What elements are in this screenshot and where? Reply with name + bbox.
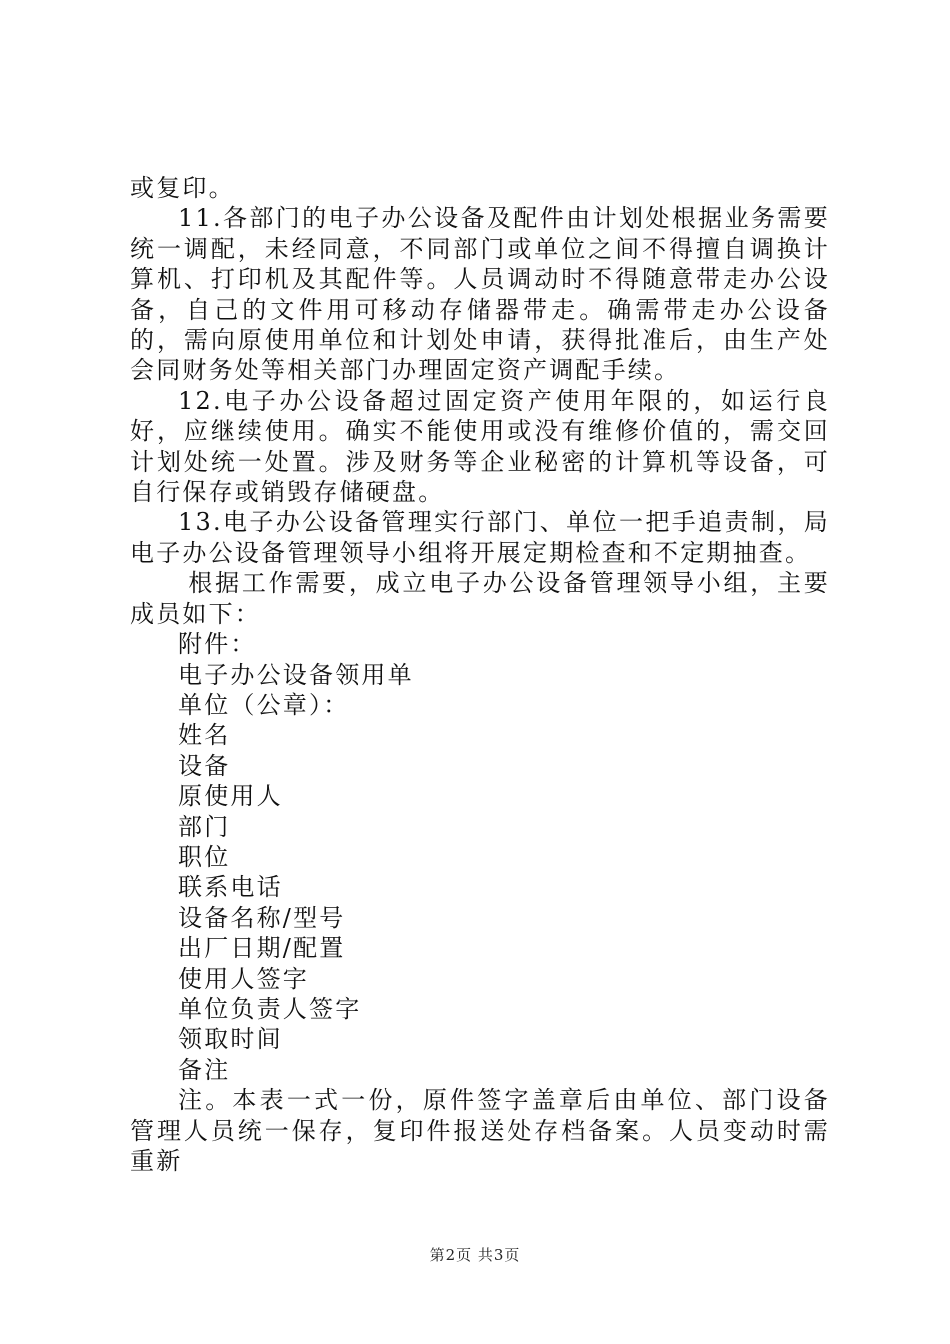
attachment-label: 附件： (178, 630, 257, 659)
form-field-model: 设备名称/型号 (178, 903, 346, 932)
form-field-previous-user: 原使用人 (178, 782, 283, 811)
form-field-remarks: 备注 (178, 1055, 231, 1084)
form-field-unit: 单位（公章）： (178, 690, 350, 719)
paragraph-item-13: 13.电子办公设备管理实行部门、单位一把手追责制，局电子办公设备管理领导小组将开展定期检查和不定期抽查。 (130, 508, 830, 567)
form-field-receive-time: 领取时间 (178, 1025, 283, 1054)
paragraph-continuation: 或复印。 (130, 174, 235, 202)
paragraph-item-11: 11.各部门的电子办公设备及配件由计划处根据业务需要统一调配，未经同意，不同部门或单位之间不得擅自调换计算机、打印机及其配件等。人员调动时不得随意带走办公设备，自己的文件用可移动存储器带走。确需带走办公设备的，需向原使用单位和计划处申请，获得批准后，由生产处会同财务处等相关部门办理固定资产调配手续。 (130, 204, 830, 385)
form-field-head-signature: 单位负责人签字 (178, 994, 362, 1023)
form-field-name: 姓名 (178, 721, 231, 750)
document-body (130, 173, 830, 1176)
page-number-footer: 第2页 共3页 (429, 1246, 521, 1264)
form-title: 电子办公设备领用单 (178, 660, 414, 689)
form-field-department: 部门 (178, 812, 231, 841)
form-field-manufacture-date: 出厂日期/配置 (178, 934, 346, 963)
form-field-user-signature: 使用人签字 (178, 964, 309, 993)
paragraph-note: 注。本表一式一份，原件签字盖章后由单位、部门设备管理人员统一保存，复印件报送处存档备案。人员变动时需重新 (130, 1086, 830, 1175)
paragraph-leading-group: 根据工作需要，成立电子办公设备管理领导小组，主要成员如下： (130, 569, 830, 628)
form-field-device: 设备 (178, 751, 231, 780)
form-field-phone: 联系电话 (178, 873, 283, 902)
paragraph-item-12: 12.电子办公设备超过固定资产使用年限的，如运行良好，应继续使用。确实不能使用或没有维修价值的，需交回计划处统一处置。涉及财务等企业秘密的计算机等设备，可自行保存或销毁存储硬盘。 (130, 386, 830, 507)
form-field-position: 职位 (178, 842, 231, 871)
